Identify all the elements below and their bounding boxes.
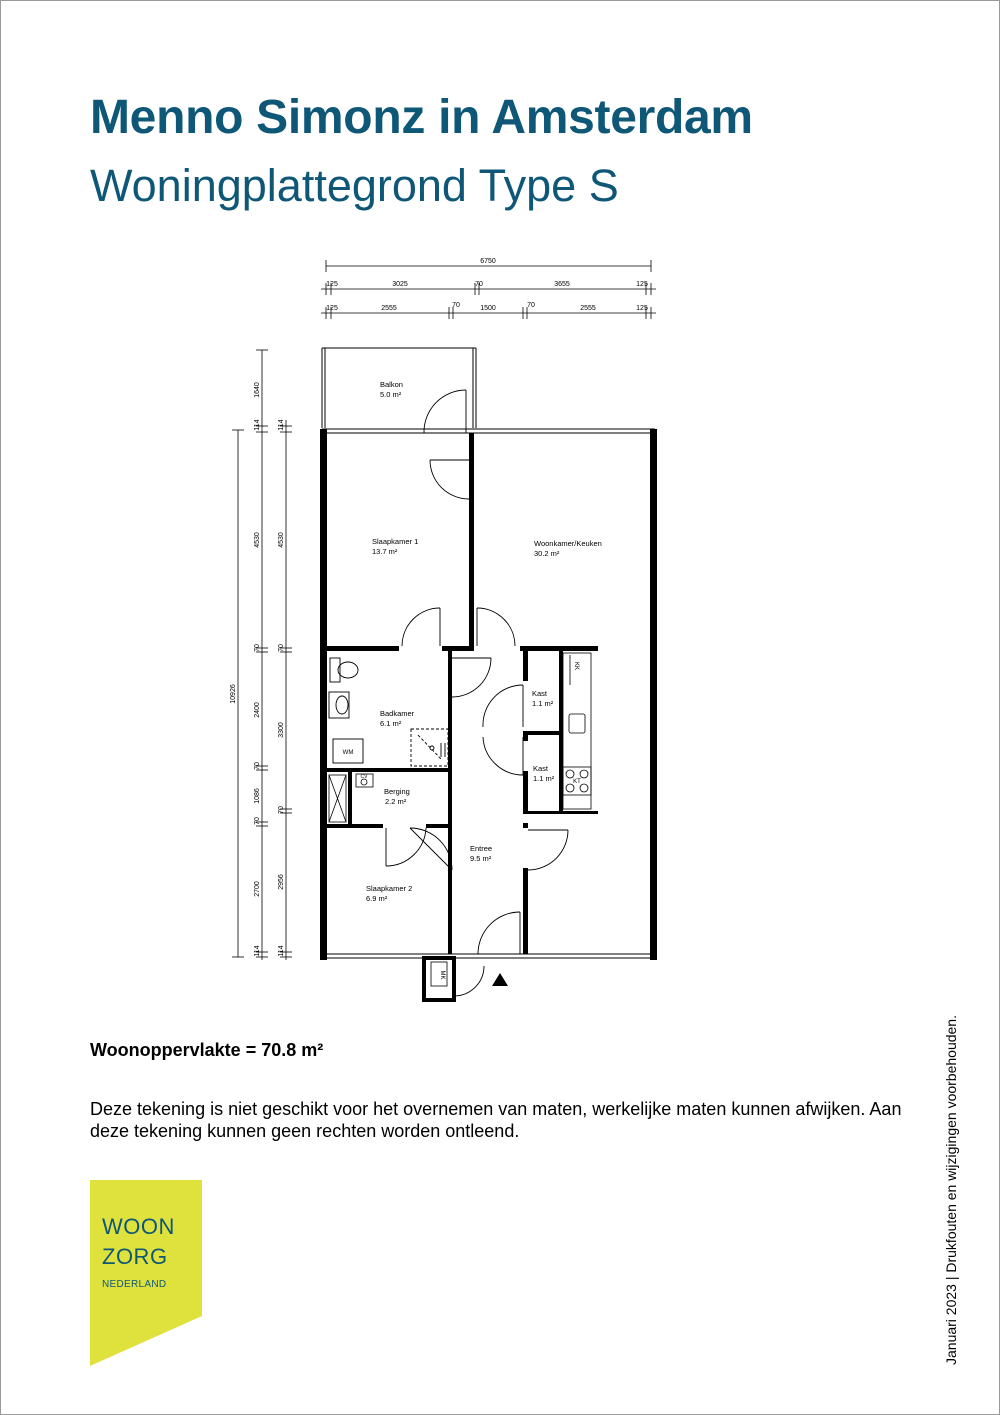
room-name-kast-2: Kast (533, 764, 549, 773)
room-area-entree: 9.5 m² (470, 854, 492, 863)
room-area-woonkamer: 30.2 m² (534, 549, 560, 558)
room-name-berging: Berging (384, 787, 410, 796)
dim-r3-3: 70 (452, 302, 460, 309)
meter-label: MK (439, 970, 445, 980)
room-name-entree: Entree (470, 844, 493, 853)
dim-r2-1: 125 (326, 281, 338, 288)
meter-cupboard (424, 958, 454, 1000)
room-area-balkon: 5.0 m² (380, 390, 402, 399)
room-name-balkon: Balkon (380, 380, 403, 389)
interior-walls (327, 433, 598, 954)
dim-r3-5: 70 (527, 302, 535, 309)
room-area-slaapkamer-1: 13.7 m² (372, 547, 398, 556)
room-area-slaapkamer-2: 6.9 m² (366, 894, 388, 903)
dim-r-1: 114 (278, 419, 285, 431)
dim-r-7: 114 (278, 945, 285, 957)
dim-r3-4: 1500 (480, 305, 496, 312)
dim-total-width: 6750 (480, 258, 496, 265)
page-subtitle: Woningplattegrond Type S (90, 160, 619, 211)
room-area-berging: 2.2 m² (385, 797, 407, 806)
dim-total-height: 10926 (230, 684, 237, 704)
dim-r-5: 70 (278, 806, 285, 814)
dim-l-2: 114 (254, 419, 261, 431)
dim-l-1: 1640 (254, 382, 261, 398)
cooktop-label: KT (573, 779, 581, 785)
washing-machine-label: WM (342, 750, 354, 756)
logo-shape-icon (90, 1180, 202, 1366)
dim-r-2: 4530 (278, 532, 285, 548)
entrance-arrow-icon (492, 973, 508, 986)
dim-l-4: 70 (254, 644, 261, 652)
living-area-total: Woonoppervlakte = 70.8 m² (90, 1040, 324, 1060)
room-name-woonkamer: Woonkamer/Keuken (534, 539, 602, 548)
page-title: Menno Simonz in Amsterdam (90, 91, 753, 144)
logo-line-1: WOON (102, 1214, 175, 1239)
kitchen-fixtures (563, 653, 591, 809)
dim-l-7: 1086 (254, 788, 261, 804)
dim-l-8: 70 (254, 817, 261, 825)
dim-r-4: 3300 (278, 722, 285, 738)
fridge-label: KK (573, 661, 579, 671)
dim-r2-2: 3025 (392, 281, 408, 288)
room-area-kast-1: 1.1 m² (532, 699, 554, 708)
logo-line-2: ZORG (102, 1244, 168, 1269)
dim-l-3: 4530 (254, 532, 261, 548)
outer-walls (320, 429, 657, 960)
boiler-label: CV (360, 774, 368, 780)
room-name-badkamer: Badkamer (380, 709, 415, 718)
dim-r-3: 70 (278, 644, 285, 652)
room-area-badkamer: 6.1 m² (380, 719, 402, 728)
dim-l-5: 2400 (254, 702, 261, 718)
dim-r3-2: 2555 (381, 305, 397, 312)
dim-r3-1: 125 (326, 305, 338, 312)
dim-l-10: 114 (254, 945, 261, 957)
room-name-slaapkamer-2: Slaapkamer 2 (366, 884, 413, 893)
dim-r-6: 2956 (278, 874, 285, 890)
dim-l-6: 70 (254, 762, 261, 770)
disclaimer-text: Deze tekening is niet geschikt voor het overnemen van maten, werkelijke maten kunnen afwijken. Aan deze tekening kunnen geen rechten worden ontleend. (90, 1099, 902, 1141)
dim-r3-7: 125 (636, 305, 648, 312)
room-area-kast-2: 1.1 m² (533, 774, 555, 783)
dimension-lines-vertical (232, 350, 292, 960)
room-name-kast-1: Kast (532, 689, 548, 698)
dim-r3-6: 2555 (580, 305, 596, 312)
woonzorg-logo (90, 1180, 202, 1366)
dim-l-9: 2700 (254, 881, 261, 897)
dim-r2-4: 3655 (554, 281, 570, 288)
logo-line-3: NEDERLAND (102, 1279, 167, 1290)
dim-r2-3: 70 (475, 281, 483, 288)
dim-r2-5: 125 (636, 281, 648, 288)
room-name-slaapkamer-1: Slaapkamer 1 (372, 537, 419, 546)
facade-windows (322, 429, 655, 958)
side-note: Januari 2023 | Drukfouten en wijzigingen voorbehouden. (943, 1015, 959, 1365)
floor-plan (220, 240, 680, 1010)
